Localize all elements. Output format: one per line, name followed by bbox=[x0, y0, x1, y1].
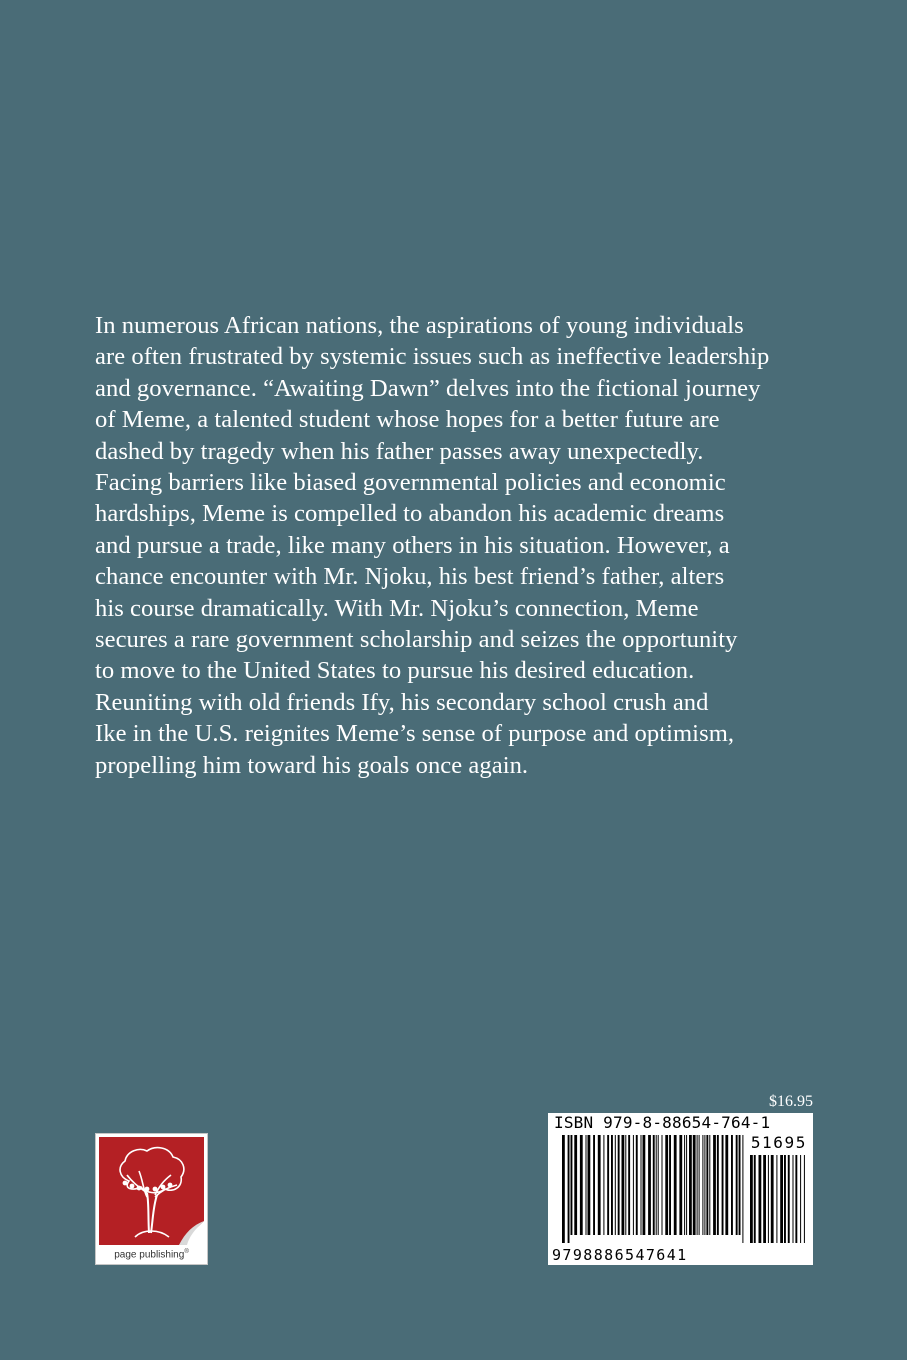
blurb-line: Reuniting with old friends Ify, his secondary school crush and bbox=[95, 688, 709, 716]
blurb-line: Facing barriers like biased governmental policies and economic bbox=[95, 469, 726, 497]
blurb-line: chance encounter with Mr. Njoku, his best friend’s father, alters bbox=[95, 563, 725, 591]
addon-barcode-bars bbox=[750, 1155, 806, 1243]
price-label: $16.95 bbox=[769, 1093, 813, 1110]
blurb-line: In numerous African nations, the aspirations of young individuals bbox=[95, 312, 744, 339]
blurb-line: his course dramatically. With Mr. Njoku’s connection, Meme bbox=[95, 594, 699, 622]
publisher-logo bbox=[95, 1133, 208, 1265]
blurb-line: are often frustrated by systemic issues such as ineffective leadership bbox=[95, 343, 770, 371]
price-code: 51695 bbox=[750, 1133, 807, 1152]
ean-barcode-bars bbox=[562, 1135, 748, 1243]
isbn-barcode bbox=[548, 1113, 813, 1265]
blurb-line: to move to the United States to pursue his desired education. bbox=[95, 657, 695, 685]
blurb-line: hardships, Meme is compelled to abandon his academic dreams bbox=[95, 500, 725, 528]
blurb-line: secures a rare government scholarship and seizes the opportunity bbox=[95, 626, 738, 654]
tree-logo-icon bbox=[99, 1137, 204, 1245]
registered-mark: ® bbox=[184, 1248, 189, 1255]
publisher-name: page publishing bbox=[114, 1249, 185, 1260]
ean-digits: 9798886547641 bbox=[552, 1246, 688, 1264]
blurb-line: Ike in the U.S. reignites Meme’s sense of purpose and optimism, bbox=[95, 720, 735, 748]
blurb-line: dashed by tragedy when his father passes away unexpectedly. bbox=[95, 437, 704, 465]
isbn-number: ISBN 979-8-88654-764-1 bbox=[554, 1113, 771, 1132]
blurb-line: and pursue a trade, like many others in his situation. However, a bbox=[95, 531, 730, 559]
blurb-line: and governance. “Awaiting Dawn” delves into the fictional journey bbox=[95, 374, 761, 402]
back-cover-blurb bbox=[95, 310, 815, 781]
blurb-line: propelling him toward his goals once again. bbox=[95, 751, 529, 779]
blurb-line: of Meme, a talented student whose hopes for a better future are bbox=[95, 406, 720, 434]
